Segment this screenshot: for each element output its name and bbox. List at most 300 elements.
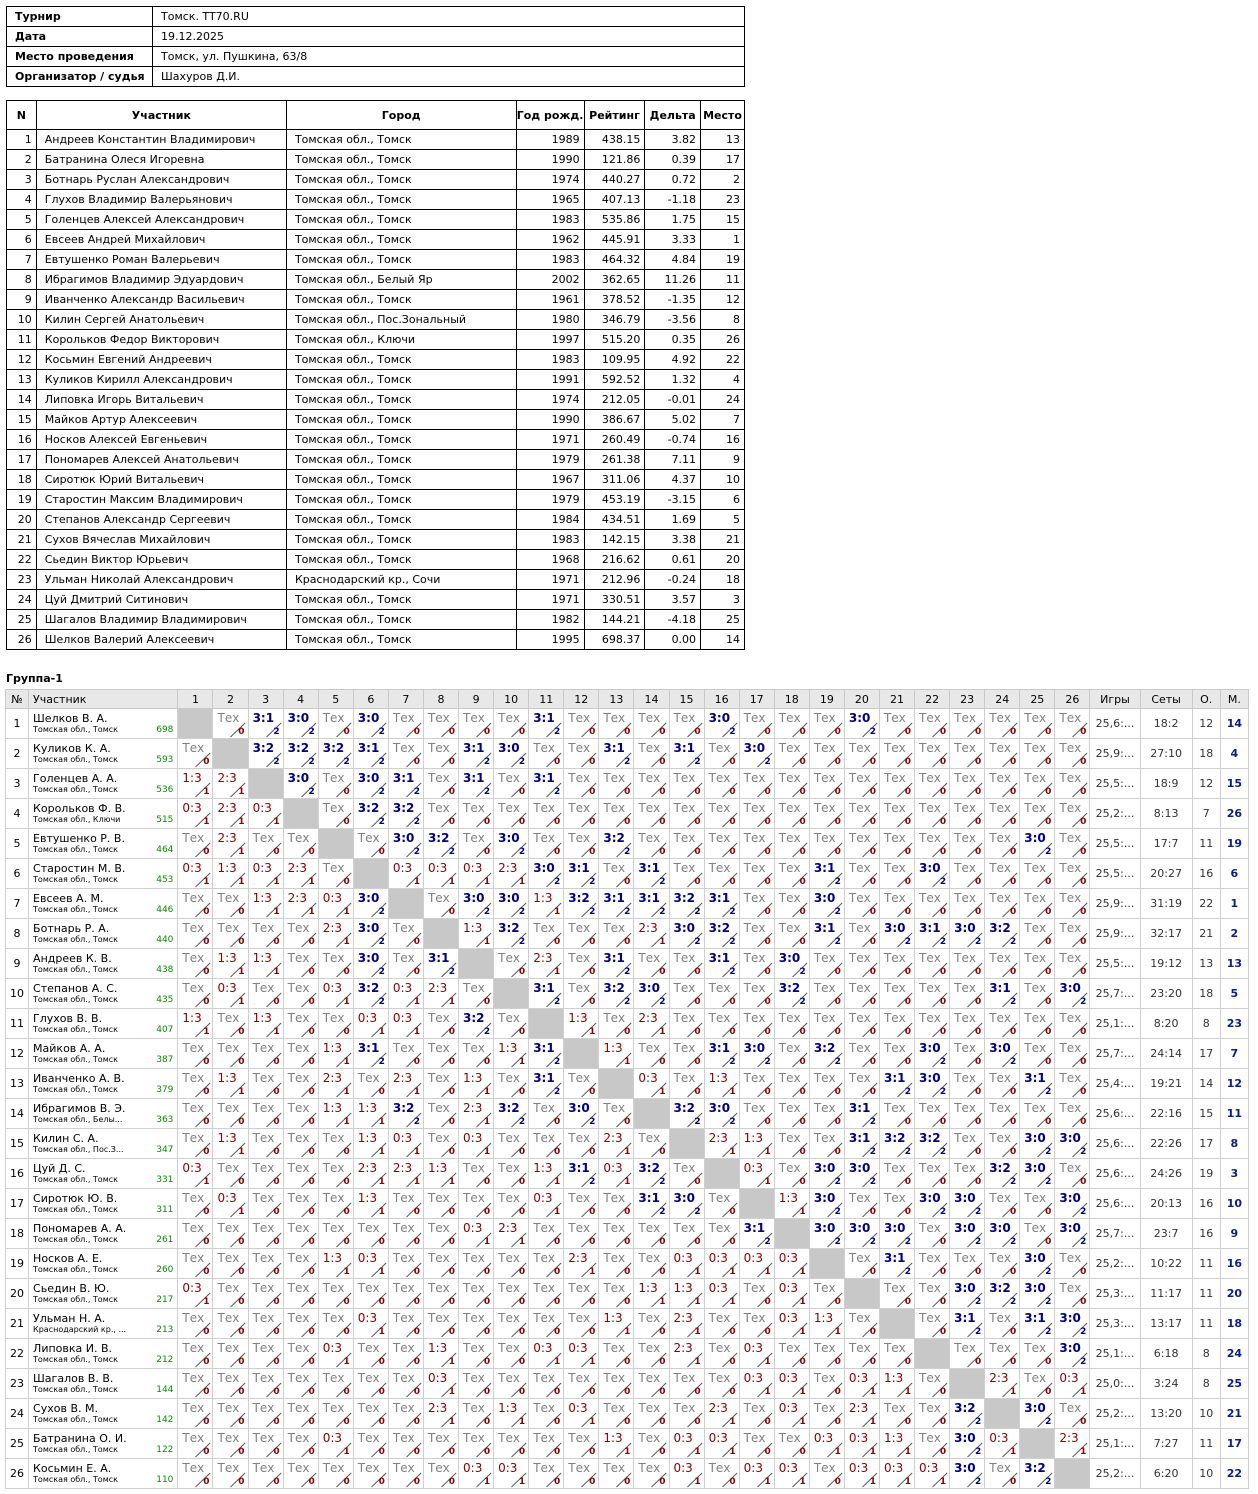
match-cell[interactable] (283, 1039, 318, 1069)
match-cell[interactable] (669, 1399, 704, 1429)
match-cell[interactable] (1055, 1369, 1090, 1399)
match-cell[interactable] (423, 1189, 458, 1219)
match-cell[interactable] (879, 979, 914, 1009)
match-cell[interactable] (879, 739, 914, 769)
match-cell[interactable] (634, 859, 669, 889)
match-cell[interactable] (248, 1009, 283, 1039)
match-cell[interactable] (529, 1069, 564, 1099)
match-cell[interactable] (564, 709, 599, 739)
match-cell[interactable] (985, 1189, 1020, 1219)
match-cell[interactable] (494, 1039, 529, 1069)
match-cell[interactable] (879, 1189, 914, 1219)
match-cell[interactable] (459, 709, 494, 739)
match-cell[interactable] (599, 1039, 634, 1069)
match-cell[interactable] (564, 1069, 599, 1099)
match-cell[interactable] (388, 1159, 423, 1189)
match-cell[interactable] (879, 1459, 914, 1489)
match-cell[interactable] (353, 1039, 388, 1069)
match-cell[interactable] (318, 859, 353, 889)
match-cell[interactable] (564, 769, 599, 799)
match-cell[interactable] (318, 919, 353, 949)
match-cell[interactable] (985, 1219, 1020, 1249)
match-cell[interactable] (213, 799, 248, 829)
match-cell[interactable] (248, 919, 283, 949)
match-cell[interactable] (353, 739, 388, 769)
match-cell[interactable] (459, 919, 494, 949)
match-cell[interactable] (599, 709, 634, 739)
match-cell[interactable] (213, 1309, 248, 1339)
match-cell[interactable] (423, 1009, 458, 1039)
match-cell[interactable] (599, 1309, 634, 1339)
match-cell[interactable] (388, 1279, 423, 1309)
match-cell[interactable] (915, 1309, 950, 1339)
match-cell[interactable] (669, 1279, 704, 1309)
match-cell[interactable] (318, 1189, 353, 1219)
match-cell[interactable] (669, 979, 704, 1009)
match-cell[interactable] (669, 709, 704, 739)
match-cell[interactable] (669, 1099, 704, 1129)
match-cell[interactable] (704, 1369, 739, 1399)
match-cell[interactable] (844, 709, 879, 739)
match-cell[interactable] (704, 1279, 739, 1309)
match-cell[interactable] (879, 1279, 914, 1309)
match-cell[interactable] (1020, 1099, 1055, 1129)
match-cell[interactable] (529, 1129, 564, 1159)
match-cell[interactable] (915, 1219, 950, 1249)
match-cell[interactable] (494, 1429, 529, 1459)
match-cell[interactable] (985, 1099, 1020, 1129)
match-cell[interactable] (353, 1189, 388, 1219)
match-cell[interactable] (915, 979, 950, 1009)
match-cell[interactable] (669, 1159, 704, 1189)
match-cell[interactable] (809, 1189, 844, 1219)
match-cell[interactable] (1020, 889, 1055, 919)
match-cell[interactable] (494, 1249, 529, 1279)
match-cell[interactable] (494, 709, 529, 739)
match-cell[interactable] (985, 1339, 1020, 1369)
match-cell[interactable] (283, 1309, 318, 1339)
match-cell[interactable] (809, 1009, 844, 1039)
match-cell[interactable] (739, 1429, 774, 1459)
match-cell[interactable] (704, 709, 739, 739)
match-cell[interactable] (459, 859, 494, 889)
match-cell[interactable] (564, 979, 599, 1009)
match-cell[interactable] (739, 769, 774, 799)
match-cell[interactable] (529, 859, 564, 889)
match-cell[interactable] (704, 979, 739, 1009)
match-cell[interactable] (388, 1189, 423, 1219)
match-cell[interactable] (1020, 1219, 1055, 1249)
match-cell[interactable] (494, 1399, 529, 1429)
match-cell[interactable] (634, 1369, 669, 1399)
match-cell[interactable] (634, 1399, 669, 1429)
match-cell[interactable] (529, 1339, 564, 1369)
match-cell[interactable] (950, 1099, 985, 1129)
match-cell[interactable] (774, 1309, 809, 1339)
match-cell[interactable] (529, 1189, 564, 1219)
match-cell[interactable] (178, 739, 213, 769)
match-cell[interactable] (879, 1399, 914, 1429)
match-cell[interactable] (915, 1369, 950, 1399)
match-cell[interactable] (248, 1339, 283, 1369)
match-cell[interactable] (879, 889, 914, 919)
match-cell[interactable] (529, 949, 564, 979)
match-cell[interactable] (774, 1189, 809, 1219)
match-cell[interactable] (459, 979, 494, 1009)
match-cell[interactable] (529, 829, 564, 859)
match-cell[interactable] (248, 1099, 283, 1129)
match-cell[interactable] (213, 1159, 248, 1189)
match-cell[interactable] (283, 979, 318, 1009)
match-cell[interactable] (388, 1429, 423, 1459)
match-cell[interactable] (353, 1159, 388, 1189)
match-cell[interactable] (599, 1009, 634, 1039)
match-cell[interactable] (915, 919, 950, 949)
match-cell[interactable] (844, 799, 879, 829)
match-cell[interactable] (423, 1159, 458, 1189)
match-cell[interactable] (634, 829, 669, 859)
match-cell[interactable] (879, 709, 914, 739)
match-cell[interactable] (844, 1339, 879, 1369)
match-cell[interactable] (1055, 1219, 1090, 1249)
match-cell[interactable] (774, 1369, 809, 1399)
match-cell[interactable] (178, 979, 213, 1009)
match-cell[interactable] (423, 1339, 458, 1369)
match-cell[interactable] (669, 1309, 704, 1339)
match-cell[interactable] (423, 1459, 458, 1489)
match-cell[interactable] (669, 1009, 704, 1039)
match-cell[interactable] (985, 979, 1020, 1009)
match-cell[interactable] (1020, 709, 1055, 739)
match-cell[interactable] (248, 979, 283, 1009)
match-cell[interactable] (669, 1369, 704, 1399)
match-cell[interactable] (388, 739, 423, 769)
match-cell[interactable] (809, 799, 844, 829)
match-cell[interactable] (388, 799, 423, 829)
match-cell[interactable] (178, 829, 213, 859)
match-cell[interactable] (1020, 1039, 1055, 1069)
match-cell[interactable] (248, 709, 283, 739)
match-cell[interactable] (318, 709, 353, 739)
match-cell[interactable] (318, 1459, 353, 1489)
match-cell[interactable] (213, 1429, 248, 1459)
match-cell[interactable] (423, 1399, 458, 1429)
match-cell[interactable] (985, 1459, 1020, 1489)
match-cell[interactable] (248, 1279, 283, 1309)
match-cell[interactable] (494, 1279, 529, 1309)
match-cell[interactable] (248, 1189, 283, 1219)
match-cell[interactable] (459, 1219, 494, 1249)
match-cell[interactable] (283, 1249, 318, 1279)
match-cell[interactable] (739, 1069, 774, 1099)
match-cell[interactable] (213, 889, 248, 919)
match-cell[interactable] (704, 1069, 739, 1099)
match-cell[interactable] (178, 799, 213, 829)
match-cell[interactable] (879, 1099, 914, 1129)
match-cell[interactable] (1055, 1189, 1090, 1219)
match-cell[interactable] (809, 1369, 844, 1399)
match-cell[interactable] (704, 739, 739, 769)
match-cell[interactable] (564, 859, 599, 889)
match-cell[interactable] (459, 769, 494, 799)
match-cell[interactable] (669, 1189, 704, 1219)
match-cell[interactable] (599, 1159, 634, 1189)
match-cell[interactable] (318, 739, 353, 769)
match-cell[interactable] (634, 1129, 669, 1159)
match-cell[interactable] (774, 1279, 809, 1309)
match-cell[interactable] (529, 1279, 564, 1309)
match-cell[interactable] (950, 709, 985, 739)
match-cell[interactable] (774, 1009, 809, 1039)
match-cell[interactable] (844, 1369, 879, 1399)
match-cell[interactable] (318, 1309, 353, 1339)
match-cell[interactable] (774, 799, 809, 829)
match-cell[interactable] (950, 1219, 985, 1249)
match-cell[interactable] (423, 1279, 458, 1309)
match-cell[interactable] (985, 919, 1020, 949)
match-cell[interactable] (423, 1129, 458, 1159)
match-cell[interactable] (915, 1189, 950, 1219)
match-cell[interactable] (634, 1249, 669, 1279)
match-cell[interactable] (318, 799, 353, 829)
match-cell[interactable] (774, 889, 809, 919)
match-cell[interactable] (985, 1249, 1020, 1279)
match-cell[interactable] (739, 919, 774, 949)
match-cell[interactable] (494, 1339, 529, 1369)
match-cell[interactable] (844, 979, 879, 1009)
match-cell[interactable] (1020, 1069, 1055, 1099)
match-cell[interactable] (283, 739, 318, 769)
match-cell[interactable] (704, 1429, 739, 1459)
match-cell[interactable] (669, 829, 704, 859)
match-cell[interactable] (774, 829, 809, 859)
match-cell[interactable] (388, 1459, 423, 1489)
match-cell[interactable] (178, 1129, 213, 1159)
match-cell[interactable] (634, 799, 669, 829)
match-cell[interactable] (985, 889, 1020, 919)
match-cell[interactable] (704, 1459, 739, 1489)
match-cell[interactable] (669, 769, 704, 799)
match-cell[interactable] (950, 739, 985, 769)
match-cell[interactable] (669, 1069, 704, 1099)
match-cell[interactable] (634, 1159, 669, 1189)
match-cell[interactable] (915, 799, 950, 829)
match-cell[interactable] (529, 1309, 564, 1339)
match-cell[interactable] (248, 949, 283, 979)
match-cell[interactable] (353, 769, 388, 799)
match-cell[interactable] (564, 1429, 599, 1459)
match-cell[interactable] (318, 1159, 353, 1189)
match-cell[interactable] (739, 1339, 774, 1369)
match-cell[interactable] (318, 1429, 353, 1459)
match-cell[interactable] (178, 1309, 213, 1339)
match-cell[interactable] (353, 1099, 388, 1129)
match-cell[interactable] (704, 769, 739, 799)
match-cell[interactable] (844, 1129, 879, 1159)
match-cell[interactable] (388, 769, 423, 799)
match-cell[interactable] (283, 1069, 318, 1099)
match-cell[interactable] (1055, 1399, 1090, 1429)
match-cell[interactable] (353, 1129, 388, 1159)
match-cell[interactable] (353, 1279, 388, 1309)
match-cell[interactable] (213, 1099, 248, 1129)
match-cell[interactable] (353, 1459, 388, 1489)
match-cell[interactable] (353, 799, 388, 829)
match-cell[interactable] (459, 1099, 494, 1129)
match-cell[interactable] (423, 1429, 458, 1459)
match-cell[interactable] (669, 739, 704, 769)
match-cell[interactable] (1020, 769, 1055, 799)
match-cell[interactable] (950, 1279, 985, 1309)
match-cell[interactable] (704, 1309, 739, 1339)
match-cell[interactable] (985, 739, 1020, 769)
match-cell[interactable] (318, 949, 353, 979)
match-cell[interactable] (599, 1459, 634, 1489)
match-cell[interactable] (704, 889, 739, 919)
match-cell[interactable] (1020, 1009, 1055, 1039)
match-cell[interactable] (844, 889, 879, 919)
match-cell[interactable] (985, 769, 1020, 799)
match-cell[interactable] (1055, 979, 1090, 1009)
match-cell[interactable] (844, 1459, 879, 1489)
match-cell[interactable] (353, 1339, 388, 1369)
match-cell[interactable] (950, 1129, 985, 1159)
match-cell[interactable] (634, 1279, 669, 1309)
match-cell[interactable] (950, 1069, 985, 1099)
match-cell[interactable] (669, 1339, 704, 1369)
match-cell[interactable] (739, 1279, 774, 1309)
match-cell[interactable] (599, 1099, 634, 1129)
match-cell[interactable] (494, 1159, 529, 1189)
match-cell[interactable] (985, 1039, 1020, 1069)
match-cell[interactable] (248, 1129, 283, 1159)
match-cell[interactable] (353, 709, 388, 739)
match-cell[interactable] (985, 829, 1020, 859)
match-cell[interactable] (634, 1219, 669, 1249)
match-cell[interactable] (950, 829, 985, 859)
match-cell[interactable] (529, 799, 564, 829)
match-cell[interactable] (704, 1219, 739, 1249)
match-cell[interactable] (318, 1039, 353, 1069)
match-cell[interactable] (915, 1429, 950, 1459)
match-cell[interactable] (564, 1279, 599, 1309)
match-cell[interactable] (213, 1369, 248, 1399)
match-cell[interactable] (844, 1219, 879, 1249)
match-cell[interactable] (283, 1189, 318, 1219)
match-cell[interactable] (564, 1129, 599, 1159)
match-cell[interactable] (283, 1159, 318, 1189)
match-cell[interactable] (950, 1249, 985, 1279)
match-cell[interactable] (178, 1369, 213, 1399)
match-cell[interactable] (599, 1129, 634, 1159)
match-cell[interactable] (248, 1249, 283, 1279)
match-cell[interactable] (950, 1189, 985, 1219)
match-cell[interactable] (423, 889, 458, 919)
match-cell[interactable] (283, 1099, 318, 1129)
match-cell[interactable] (634, 739, 669, 769)
match-cell[interactable] (774, 949, 809, 979)
match-cell[interactable] (494, 829, 529, 859)
match-cell[interactable] (213, 1339, 248, 1369)
match-cell[interactable] (774, 1429, 809, 1459)
match-cell[interactable] (283, 859, 318, 889)
match-cell[interactable] (248, 1369, 283, 1399)
match-cell[interactable] (423, 799, 458, 829)
match-cell[interactable] (774, 1339, 809, 1369)
match-cell[interactable] (739, 1129, 774, 1159)
match-cell[interactable] (809, 1339, 844, 1369)
match-cell[interactable] (879, 1069, 914, 1099)
match-cell[interactable] (459, 739, 494, 769)
match-cell[interactable] (915, 889, 950, 919)
match-cell[interactable] (1055, 1039, 1090, 1069)
match-cell[interactable] (844, 1249, 879, 1279)
match-cell[interactable] (844, 1429, 879, 1459)
match-cell[interactable] (178, 1009, 213, 1039)
match-cell[interactable] (1055, 1129, 1090, 1159)
match-cell[interactable] (178, 859, 213, 889)
match-cell[interactable] (739, 1039, 774, 1069)
match-cell[interactable] (950, 1159, 985, 1189)
match-cell[interactable] (774, 1129, 809, 1159)
match-cell[interactable] (423, 1249, 458, 1279)
match-cell[interactable] (1055, 1309, 1090, 1339)
match-cell[interactable] (1020, 1189, 1055, 1219)
match-cell[interactable] (915, 1009, 950, 1039)
match-cell[interactable] (529, 1159, 564, 1189)
match-cell[interactable] (564, 829, 599, 859)
match-cell[interactable] (459, 1309, 494, 1339)
match-cell[interactable] (318, 1069, 353, 1099)
match-cell[interactable] (388, 1309, 423, 1339)
match-cell[interactable] (494, 1459, 529, 1489)
match-cell[interactable] (564, 919, 599, 949)
match-cell[interactable] (599, 1369, 634, 1399)
match-cell[interactable] (318, 1129, 353, 1159)
match-cell[interactable] (844, 1399, 879, 1429)
match-cell[interactable] (564, 1099, 599, 1129)
match-cell[interactable] (213, 1039, 248, 1069)
match-cell[interactable] (494, 1009, 529, 1039)
match-cell[interactable] (774, 1459, 809, 1489)
match-cell[interactable] (178, 919, 213, 949)
match-cell[interactable] (634, 949, 669, 979)
match-cell[interactable] (564, 799, 599, 829)
match-cell[interactable] (739, 1459, 774, 1489)
match-cell[interactable] (318, 889, 353, 919)
match-cell[interactable] (879, 829, 914, 859)
match-cell[interactable] (353, 919, 388, 949)
match-cell[interactable] (388, 1039, 423, 1069)
match-cell[interactable] (985, 1129, 1020, 1159)
match-cell[interactable] (809, 1129, 844, 1159)
match-cell[interactable] (494, 739, 529, 769)
match-cell[interactable] (704, 799, 739, 829)
match-cell[interactable] (809, 739, 844, 769)
match-cell[interactable] (985, 1009, 1020, 1039)
match-cell[interactable] (704, 1399, 739, 1429)
match-cell[interactable] (423, 1309, 458, 1339)
match-cell[interactable] (248, 859, 283, 889)
match-cell[interactable] (353, 979, 388, 1009)
match-cell[interactable] (1055, 1249, 1090, 1279)
match-cell[interactable] (809, 1099, 844, 1129)
match-cell[interactable] (178, 1279, 213, 1309)
match-cell[interactable] (213, 1069, 248, 1099)
match-cell[interactable] (423, 829, 458, 859)
match-cell[interactable] (178, 1459, 213, 1489)
match-cell[interactable] (634, 1009, 669, 1039)
